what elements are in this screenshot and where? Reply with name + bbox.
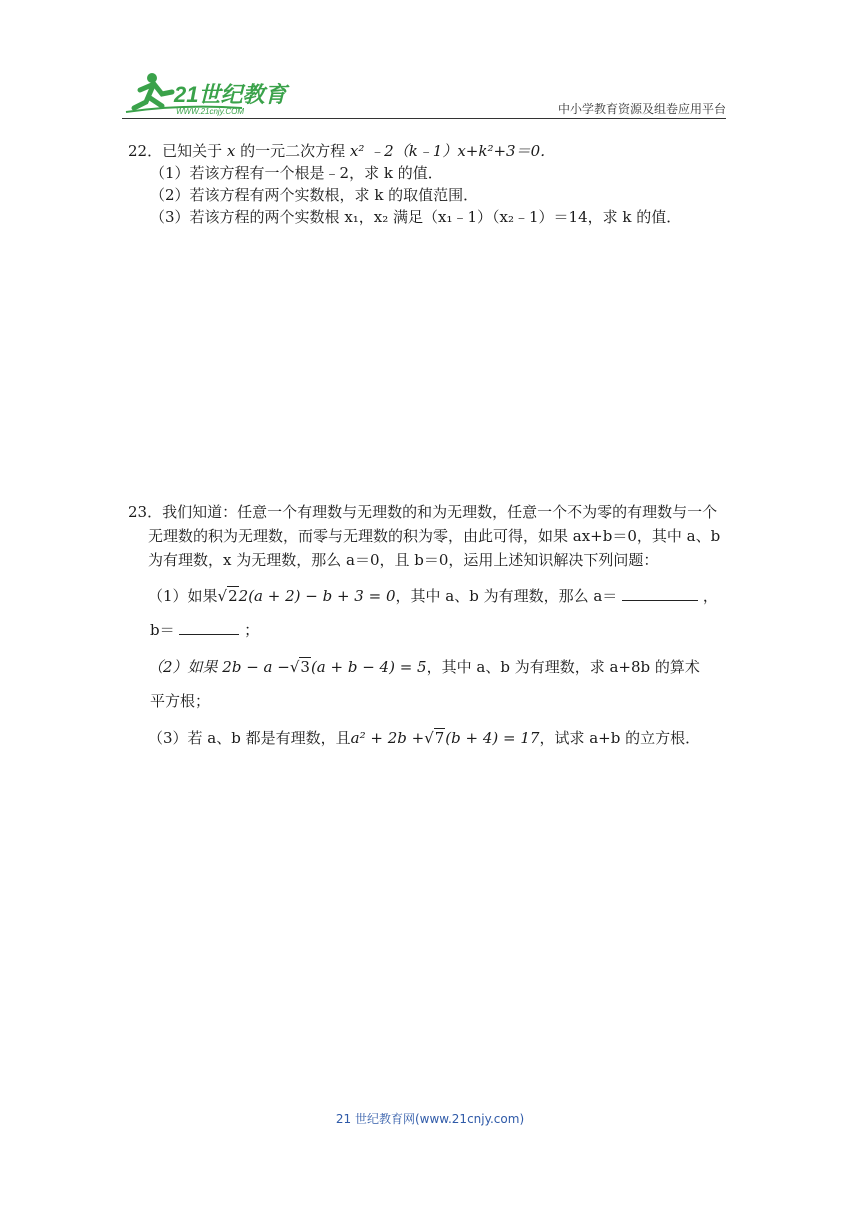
logo-url: WWW.21cnjy.COM	[176, 107, 244, 116]
logo-text: 21世纪教育	[174, 82, 287, 107]
q23-s1-mid: ，其中 a、b 为有理数，那么 a＝	[395, 587, 618, 605]
q23-s1-b: b＝	[150, 621, 175, 639]
q23-s1-pre: （1）如果	[148, 587, 218, 605]
answer-blank-b[interactable]	[179, 620, 239, 635]
q22-title-pre: 22．已知关于	[128, 142, 223, 160]
page-header	[122, 64, 726, 120]
q22-title-mid: 的一元二次方程	[240, 142, 346, 160]
q22-equation: x² ﹣2（k﹣1）x+k²+3＝0．	[349, 142, 556, 160]
sqrt-symbol: √7	[424, 729, 445, 747]
logo	[122, 68, 312, 118]
q23-s3-end: ，试求 a+b 的立方根．	[539, 729, 701, 747]
q23-s3-math1: a² + 2b +	[350, 729, 425, 747]
q23-s3-radicand: 7	[434, 729, 445, 747]
header-divider	[122, 118, 726, 119]
q23-s2-pre: （2）如果 2b − a −	[148, 658, 290, 676]
page-footer: 21 世纪教育网(www.21cnjy.com)	[335, 1112, 525, 1126]
q23-s1-end: ，	[702, 587, 718, 605]
question-22	[128, 140, 728, 228]
question-23	[128, 500, 728, 751]
q23-s3-math2: (b + 4) = 17	[445, 729, 540, 747]
q22-sub2: （2）若该方程有两个实数根，求 k 的取值范围．	[150, 186, 479, 204]
q23-s1-radicand: 2	[228, 587, 238, 605]
sqrt-symbol: √2	[217, 587, 238, 605]
sqrt-symbol: √3	[289, 658, 310, 676]
q22-title	[128, 140, 728, 162]
q22-sub3: （3）若该方程的两个实数根 x₁，x₂ 满足（x₁﹣1）（x₂﹣1）＝14，求 k 的值．	[150, 208, 682, 226]
q23-sub1-b	[150, 617, 728, 643]
q22-sub1: （1）若该方程有一个根是﹣2，求 k 的值．	[150, 164, 443, 182]
q23-intro: 23．我们知道：任意一个有理数与无理数的和为无理数，任意一个不为零的有理数与一个无理数的积为无理数，而零与无理数的积为零，由此可得，如果 ax+b＝0，其中 a、b 为有理数，x 为无理数，那么 a＝0，且 b＝0，运用上述知识解决下列问题：	[128, 503, 721, 569]
header-platform-text: 中小学教育资源及组卷应用平台	[557, 102, 726, 116]
q23-s2-mid: ，其中 a、b 为有理数，求 a+8b 的算术	[426, 658, 700, 676]
q23-sub2-cont: 平方根；	[150, 692, 211, 710]
answer-blank-a[interactable]	[622, 586, 698, 601]
q23-s1-math: 2(a + 2) − b + 3 = 0	[238, 587, 396, 605]
q23-s1-semicolon: ；	[244, 621, 260, 639]
q23-sub1	[148, 583, 728, 609]
q22-title-var: x	[226, 142, 236, 160]
q23-s3-pre: （3）若 a、b 都是有理数，且	[148, 729, 351, 747]
q23-sub3	[148, 725, 728, 751]
q23-s2-radicand: 3	[300, 658, 310, 676]
q23-s2-math: (a + b − 4) = 5	[310, 658, 427, 676]
q23-sub2	[148, 654, 728, 680]
